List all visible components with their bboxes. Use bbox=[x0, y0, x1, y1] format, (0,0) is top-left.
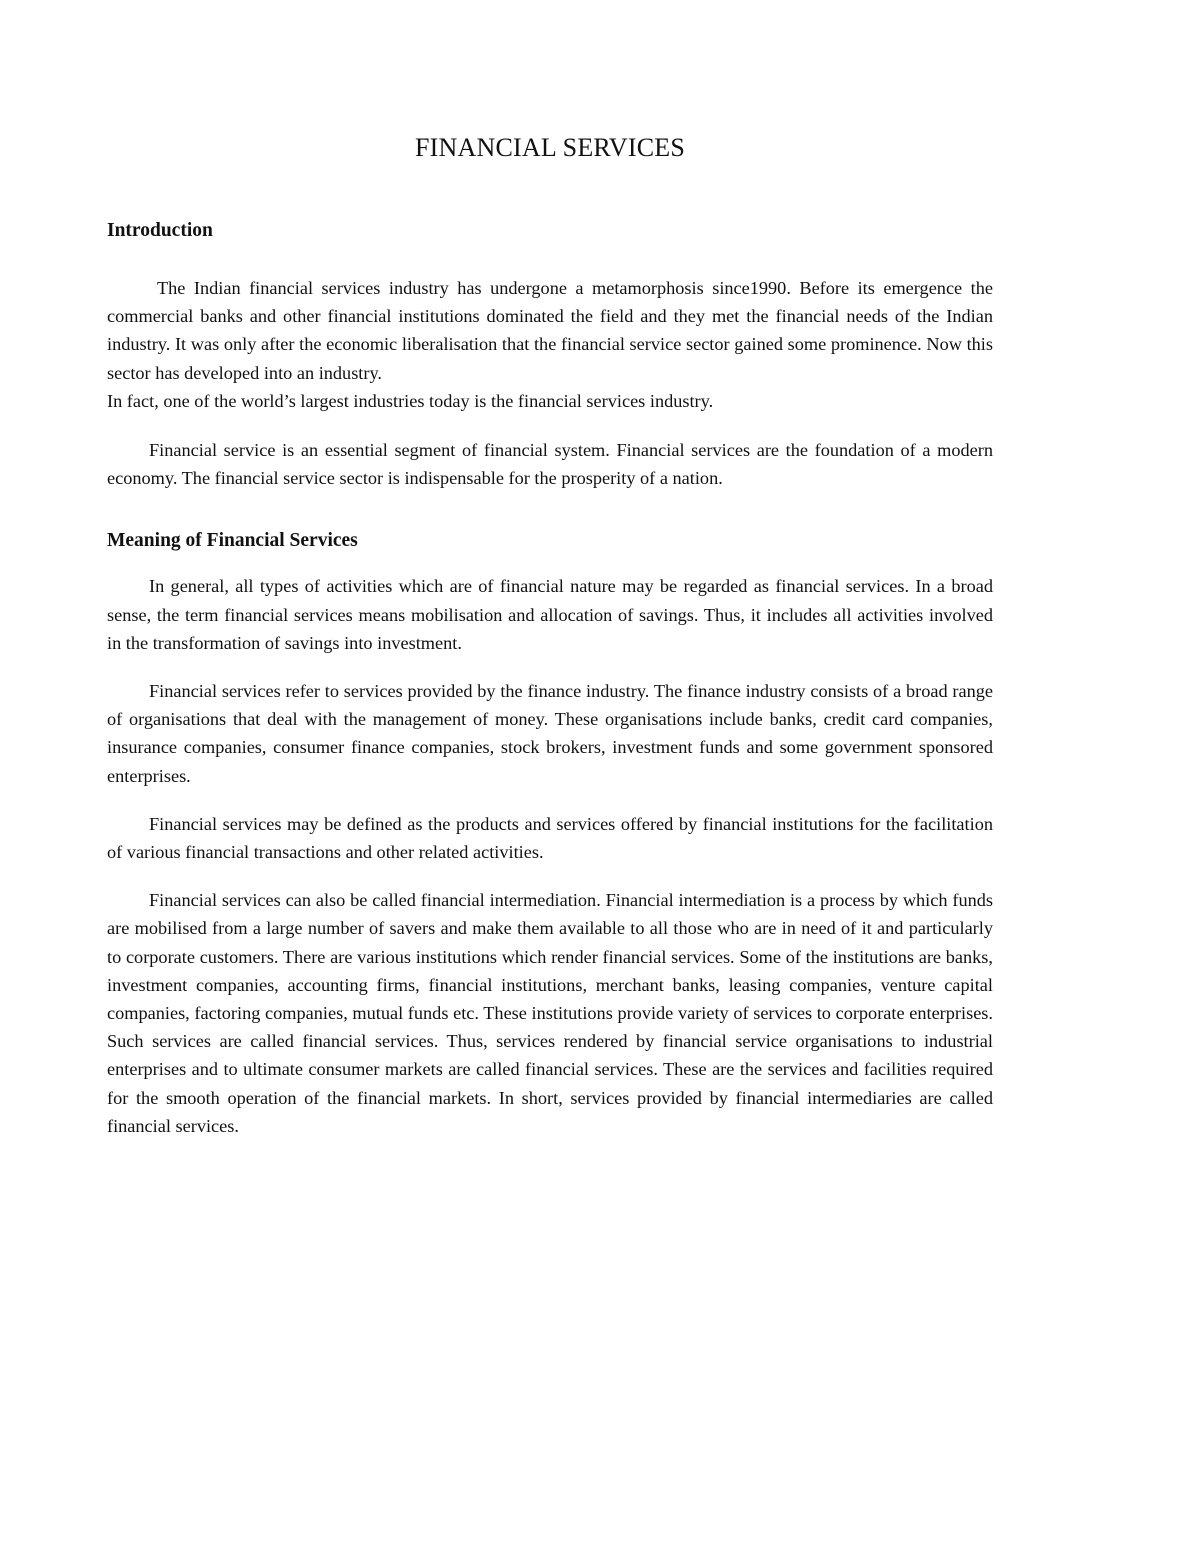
paragraph: Financial services may be defined as the products and services offered by financial institutions for the facilitation of various financial transactions and other related activities. bbox=[107, 813, 993, 863]
section-meaning bbox=[107, 526, 993, 1140]
document-title: FINANCIAL SERVICES bbox=[415, 133, 685, 162]
paragraph-continuation: In fact, one of the world’s largest industries today is the financial services industry. bbox=[107, 390, 714, 411]
paragraph: Financial services refer to services provided by the finance industry. The finance industry consists of a broad range of organisations that deal with the management of money. These organisations include banks, credit card companies, insurance companies, consumer finance companies, stock brokers, investment funds and some government sponsored enterprises. bbox=[107, 681, 993, 786]
paragraph-text: The Indian financial services industry has undergone a metamorphosis since1990. Before its emergence the commercial banks and other financial institutions dominated the field and they met the financial needs of the Indian industry. It was only after the economic liberalisation that the financial service sector gained some prominence. Now this sector has developed into an industry. bbox=[107, 278, 993, 383]
paragraph: Financial service is an essential segment of financial system. Financial services are the foundation of a modern economy. The financial service sector is indispensable for the prosperity of a nation. bbox=[107, 440, 993, 489]
paragraph: In general, all types of activities which are of financial nature may be regarded as financial services. In a broad sense, the term financial services means mobilisation and allocation of savings. Thus, it includes all activities involved in the transformation of savings into investment. bbox=[107, 576, 993, 653]
paragraph bbox=[107, 274, 993, 415]
paragraph: Financial services can also be called financial intermediation. Financial intermediation is a process by which funds are mobilised from a large number of savers and make them available to all those who are in need of it and particularly to corporate customers. There are various institutions which render financial services. Some of the institutions are banks, investment companies, accounting firms, financial institutions, merchant banks, leasing companies, venture capital companies, factoring companies, mutual funds etc. These institutions provide variety of services to corporate enterprises. Such services are called financial services. Thus, services rendered by financial service organisations to industrial enterprises and to ultimate consumer markets are called financial services. These are the services and facilities required for the smooth operation of the financial markets. In short, services provided by financial intermediaries are called financial services. bbox=[107, 890, 993, 1136]
section-heading-meaning: Meaning of Financial Services bbox=[107, 530, 358, 552]
document-page bbox=[107, 128, 993, 1140]
section-introduction bbox=[107, 216, 993, 492]
section-heading-introduction: Introduction bbox=[107, 220, 213, 241]
